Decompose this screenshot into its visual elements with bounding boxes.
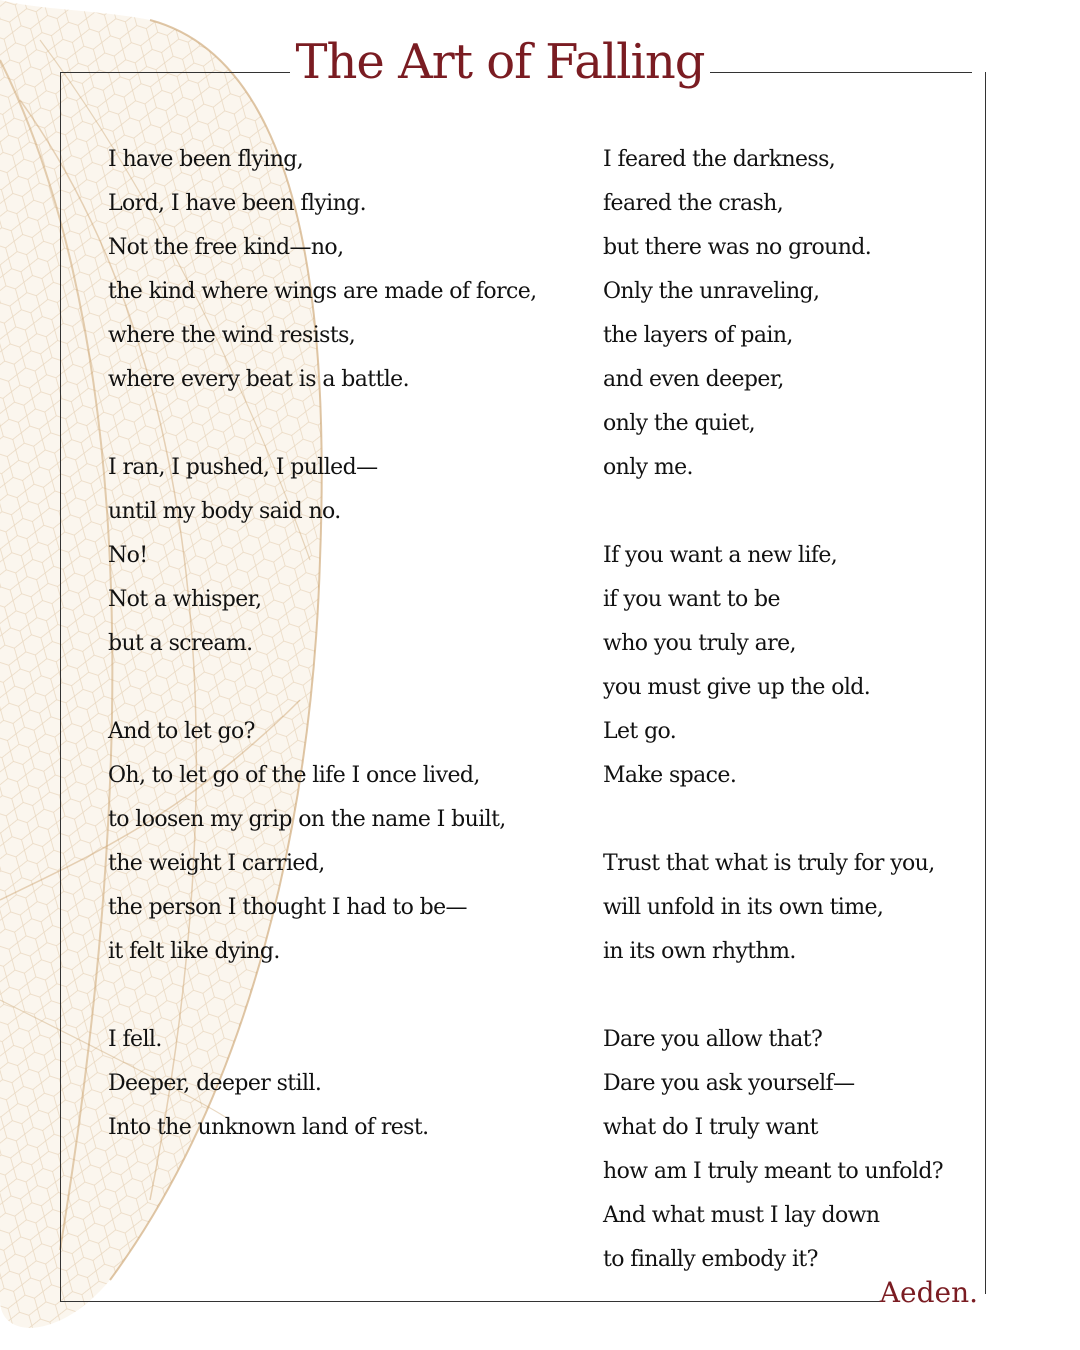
poem-line: Dare you ask yourself— [603,1071,855,1096]
poem-line: only me. [603,455,693,480]
poem-line: Dare you allow that? [603,1027,823,1052]
poem-line: Into the unknown land of rest. [108,1115,429,1140]
poem-line: And to let go? [108,719,255,744]
poem-line: the kind where wings are made of force, [108,279,537,304]
poem-line: I feared the darkness, [603,147,836,172]
poem-line: how am I truly meant to unfold? [603,1159,943,1184]
poem-line: you must give up the old. [603,675,871,700]
poem-line: to loosen my grip on the name I built, [108,807,506,832]
poem-line: to finally embody it? [603,1247,818,1272]
poem-line: Make space. [603,763,737,788]
poem-line: will unfold in its own time, [603,895,884,920]
poem-line: what do I truly want [603,1115,818,1140]
author-signature: Aeden. [879,1276,978,1309]
poem-line: Only the unraveling, [603,279,820,304]
poem-line: Lord, I have been flying. [108,191,367,216]
poem-line: I ran, I pushed, I pulled— [108,455,378,480]
poem-line: in its own rhythm. [603,939,796,964]
poem-stanza [108,138,588,402]
poem-line: If you want a new life, [603,543,838,568]
poem-line: but there was no ground. [603,235,872,260]
poem-stanza [108,446,588,666]
poem-line: Oh, to let go of the life I once lived, [108,763,480,788]
poem-line: if you want to be [603,587,780,612]
poem-stanza [603,842,983,974]
poem-line: the person I thought I had to be— [108,895,467,920]
poem-line: where the wind resists, [108,323,356,348]
poem-line: I fell. [108,1027,162,1052]
poem-right-column [603,138,983,1326]
poem-stanza [603,534,983,798]
poem-line: where every beat is a battle. [108,367,409,392]
frame-top-right-border [710,72,972,73]
poem-line: And what must I lay down [603,1203,880,1228]
poem-line: the layers of pain, [603,323,793,348]
poem-stanza [108,1018,588,1150]
poem-line: Deeper, deeper still. [108,1071,322,1096]
poem-stanza [603,138,983,490]
poem-line: Not the free kind—no, [108,235,344,260]
poem-line: only the quiet, [603,411,756,436]
poem-stanza [108,710,588,974]
poem-line: and even deeper, [603,367,784,392]
poem-line: Trust that what is truly for you, [603,851,935,876]
poem-line: No! [108,543,148,568]
poem-left-column [108,138,588,1194]
poem-line: it felt like dying. [108,939,280,964]
frame-left-border [60,72,61,1302]
poem-line: feared the crash, [603,191,784,216]
poem-line: until my body said no. [108,499,341,524]
poem-stanza [603,1018,983,1282]
frame-top-left-border [60,72,290,73]
poem-line: the weight I carried, [108,851,325,876]
poem-title: The Art of Falling [295,34,705,90]
poem-line: I have been flying, [108,147,304,172]
poem-line: but a scream. [108,631,253,656]
poem-line: who you truly are, [603,631,796,656]
poem-line: Let go. [603,719,677,744]
poem-line: Not a whisper, [108,587,262,612]
frame-right-border [985,72,986,1294]
